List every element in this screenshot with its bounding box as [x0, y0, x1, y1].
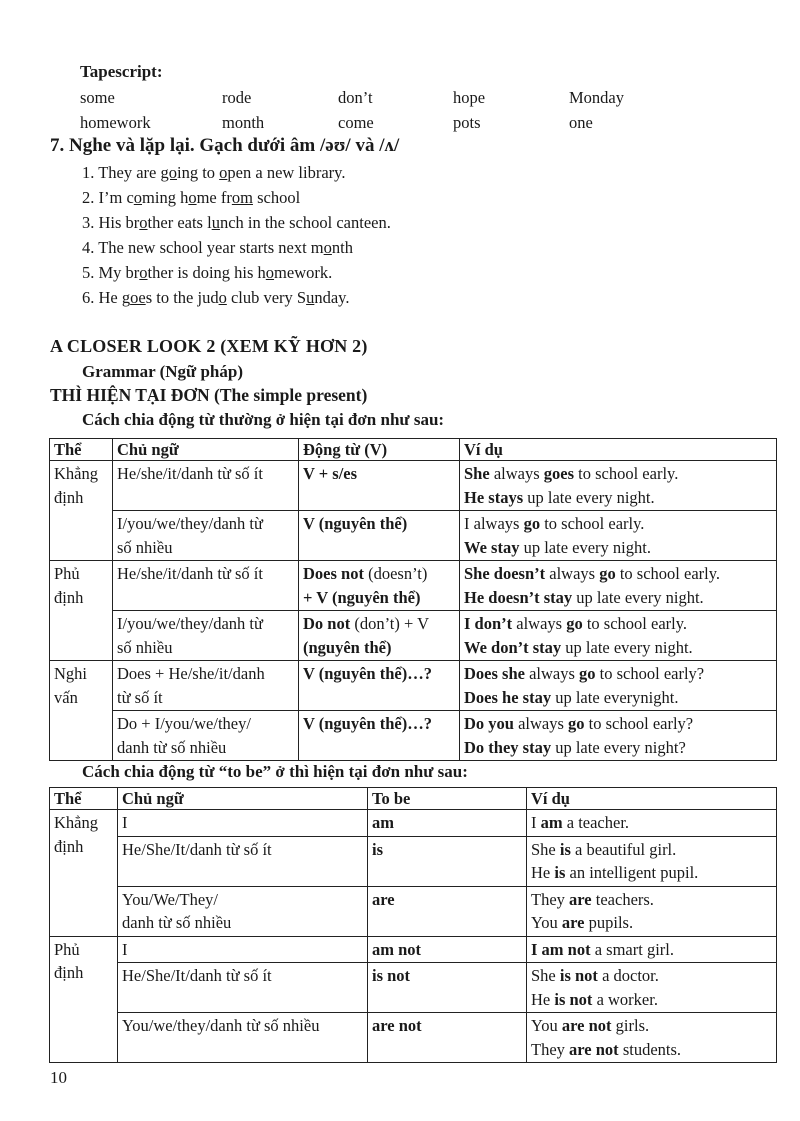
- emphasis-text: Does not: [303, 564, 364, 583]
- sentence-number: 5.: [82, 263, 99, 282]
- tapescript-title: Tapescript:: [80, 62, 163, 81]
- example-sentence: [531, 811, 772, 835]
- exercise-7-sentence: [82, 260, 391, 285]
- column-header: To be: [368, 788, 527, 810]
- cell-line: vấn: [54, 687, 78, 707]
- column-header: Ví dụ: [460, 439, 777, 461]
- emphasis-text: is not: [559, 966, 598, 985]
- cell-line: You/we/they/danh từ số nhiều: [122, 1016, 320, 1035]
- underlined-sound: o: [218, 288, 227, 307]
- text-run: She: [531, 966, 560, 985]
- example-sentence: [464, 686, 772, 710]
- cell-line: [303, 712, 455, 736]
- text-run: a smart girl.: [590, 939, 674, 959]
- text-run: to school early.: [615, 564, 721, 583]
- subject-cell: [113, 511, 299, 561]
- emphasis-text: V + s/es: [303, 464, 358, 483]
- verb-form-cell: [368, 963, 527, 1013]
- underlined-sound: oe: [130, 288, 146, 307]
- column-header: Chủ ngữ: [113, 439, 299, 461]
- subject-cell: [118, 886, 368, 936]
- example-cell: [527, 810, 777, 837]
- cell-line: [303, 562, 455, 586]
- example-sentence: [531, 861, 772, 885]
- text-run: students.: [618, 1039, 682, 1059]
- text-run: me fr: [196, 188, 232, 207]
- table-row: [50, 963, 777, 1013]
- subject-cell: [113, 711, 299, 761]
- emphasis-text: V (nguyên thể)…?: [303, 714, 432, 733]
- example-sentence: [464, 636, 772, 660]
- emphasis-text: are not: [372, 1016, 422, 1035]
- example-cell: [527, 936, 777, 963]
- text-run: pen a new library.: [227, 163, 346, 182]
- emphasis-text: Does she: [464, 664, 525, 683]
- table-row: [50, 711, 777, 761]
- example-sentence: [464, 662, 772, 686]
- verb-form-cell: [299, 561, 460, 611]
- table-row: [50, 611, 777, 661]
- text-run: nday.: [314, 288, 350, 307]
- cell-line: I/you/we/they/danh từ: [117, 514, 263, 533]
- example-sentence: [531, 1038, 772, 1062]
- subject-cell: [113, 611, 299, 661]
- text-run: school: [252, 188, 301, 207]
- text-run: pupils.: [584, 913, 634, 932]
- emphasis-text: are: [569, 889, 592, 909]
- text-run: ming h: [142, 188, 189, 207]
- cell-line: [303, 586, 455, 610]
- emphasis-text: is: [372, 839, 384, 859]
- text-run: ing to: [177, 163, 220, 182]
- sentence-type-cell: [50, 810, 118, 937]
- cell-line: từ số ít: [117, 687, 163, 707]
- emphasis-text: (nguyên thể): [303, 637, 392, 657]
- emphasis-text: Do not: [303, 614, 351, 633]
- verb-form-cell: [299, 661, 460, 711]
- example-sentence: [464, 512, 772, 536]
- cell-line: [372, 838, 522, 862]
- cell-line: định: [54, 836, 84, 856]
- text-run: to school early?: [584, 714, 694, 733]
- emphasis-text: goes: [543, 464, 575, 483]
- text-run: I’m c: [98, 188, 134, 207]
- cell-line: [303, 662, 455, 686]
- emphasis-text: V (nguyên thể): [303, 514, 408, 533]
- emphasis-text: Do they stay: [464, 737, 552, 757]
- text-run: up late every night.: [561, 637, 693, 657]
- cell-line: số nhiều: [117, 637, 173, 657]
- text-run: an intelligent pupil.: [565, 863, 699, 882]
- text-run: They: [531, 1039, 570, 1059]
- tapescript-word: come: [338, 113, 374, 132]
- cell-line: I/you/we/they/danh từ: [117, 614, 263, 633]
- cell-line: [372, 811, 522, 835]
- text-run: always: [524, 664, 580, 683]
- column-header: Thể: [50, 788, 118, 810]
- exercise-7-sentence: [82, 210, 391, 235]
- emphasis-text: go: [599, 564, 616, 583]
- emphasis-text: is not: [554, 989, 593, 1009]
- text-run: ther eats l: [147, 213, 212, 232]
- cell-line: Do + I/you/we/they/: [117, 714, 251, 733]
- underlined-sound: o: [133, 188, 143, 207]
- cell-line: [372, 1014, 522, 1038]
- text-run: (don’t) + V: [350, 614, 430, 633]
- example-cell: [527, 886, 777, 936]
- example-cell: [527, 836, 777, 886]
- text-run: always: [489, 464, 544, 483]
- table-row: [50, 886, 777, 936]
- underlined-sound: u: [306, 288, 315, 307]
- cell-line: Nghi: [54, 664, 87, 683]
- table1-caption: Cách chia động từ thường ở hiện tại đơn như sau:: [82, 410, 445, 429]
- text-run: to school early.: [582, 614, 688, 633]
- verb-form-cell: [368, 810, 527, 837]
- underlined-sound: go: [160, 163, 177, 182]
- cell-line: Khẳng: [54, 813, 98, 832]
- column-header: Chủ ngữ: [118, 788, 368, 810]
- tapescript-word: Monday: [569, 88, 624, 107]
- cell-line: định: [54, 587, 84, 607]
- emphasis-text: V (nguyên thể)…?: [303, 664, 432, 683]
- cell-line: [303, 612, 455, 636]
- text-run: You: [531, 1016, 562, 1035]
- text-run: His br: [98, 213, 140, 232]
- text-run: to school early?: [595, 664, 705, 683]
- text-run: club very S: [226, 288, 307, 307]
- cell-line: [372, 964, 522, 988]
- emphasis-text: He doesn’t stay: [464, 587, 573, 607]
- column-header: Động từ (V): [299, 439, 460, 461]
- text-run: I: [531, 813, 541, 832]
- text-run: ther is doing his h: [147, 263, 266, 282]
- example-cell: [527, 1013, 777, 1063]
- example-cell: [460, 661, 777, 711]
- table2-caption: Cách chia động từ “to be” ở thì hiện tại đơn như sau:: [82, 762, 468, 781]
- cell-line: Phủ: [54, 564, 80, 583]
- exercise-7-sentence: [82, 285, 391, 310]
- text-run: a teacher.: [562, 813, 630, 832]
- tapescript-word-grid: [80, 87, 700, 133]
- underlined-sound: om: [231, 188, 253, 207]
- text-run: to school early.: [540, 514, 645, 533]
- cell-line: Phủ: [54, 939, 80, 959]
- text-run: always: [512, 614, 567, 633]
- underlined-sound: o: [323, 238, 332, 257]
- text-run: always: [545, 564, 600, 583]
- subject-cell: [113, 461, 299, 511]
- text-run: (doesn’t): [363, 564, 428, 583]
- example-sentence: [464, 586, 772, 610]
- cell-line: He/she/it/danh từ số ít: [117, 564, 263, 583]
- subject-cell: [118, 1013, 368, 1063]
- section-title: A CLOSER LOOK 2 (XEM KỸ HƠN 2): [50, 336, 368, 356]
- verb-form-cell: [368, 1013, 527, 1063]
- text-run: He: [531, 863, 555, 882]
- column-header: Thể: [50, 439, 113, 461]
- cell-line: danh từ số nhiều: [122, 913, 232, 932]
- cell-line: I: [122, 813, 128, 832]
- text-run: They are: [98, 163, 161, 182]
- table-row: [50, 661, 777, 711]
- table-row: [50, 461, 777, 511]
- cell-line: [372, 938, 522, 962]
- example-cell: [527, 963, 777, 1013]
- example-sentence: [531, 938, 772, 962]
- subject-cell: [118, 810, 368, 837]
- verb-form-cell: [299, 461, 460, 511]
- tapescript-word: month: [222, 113, 265, 132]
- text-run: a doctor.: [597, 966, 659, 985]
- example-sentence: [464, 736, 772, 760]
- table-row: [50, 1013, 777, 1063]
- exercise-7-sentence-list: [82, 160, 391, 310]
- tapescript-word: some: [80, 88, 115, 107]
- text-run: She: [531, 839, 560, 859]
- emphasis-text: am: [540, 813, 563, 832]
- text-run: teachers.: [591, 889, 654, 909]
- grammar-title: Grammar (Ngữ pháp): [82, 362, 243, 381]
- underlined-sound: o: [265, 263, 275, 282]
- cell-line: He/she/it/danh từ số ít: [117, 464, 263, 483]
- emphasis-text: are not: [569, 1039, 619, 1059]
- sentence-type-cell: [50, 936, 118, 1063]
- subject-cell: [113, 661, 299, 711]
- table-row: [50, 936, 777, 963]
- sentence-type-cell: [50, 461, 113, 561]
- cell-line: danh từ số nhiều: [117, 737, 227, 757]
- example-sentence: [531, 964, 772, 988]
- emphasis-text: is not: [372, 966, 411, 985]
- example-sentence: [464, 612, 772, 636]
- text-run: My br: [98, 263, 140, 282]
- text-run: a worker.: [592, 989, 658, 1009]
- cell-line: số nhiều: [117, 537, 173, 557]
- cell-line: định: [54, 963, 84, 982]
- emphasis-text: + V (nguyên thể): [303, 587, 421, 607]
- verb-form-cell: [368, 886, 527, 936]
- example-sentence: [464, 462, 772, 486]
- emphasis-text: am: [372, 813, 394, 832]
- example-sentence: [531, 1014, 772, 1038]
- sentence-number: 4.: [82, 238, 99, 257]
- cell-line: You/We/They/: [122, 889, 218, 909]
- underlined-sound: o: [139, 213, 148, 232]
- sentence-number: 3.: [82, 213, 99, 232]
- emphasis-text: She doesn’t: [464, 564, 546, 583]
- example-cell: [460, 611, 777, 661]
- cell-line: [372, 888, 522, 912]
- text-run: s to the jud: [145, 288, 219, 307]
- emphasis-text: is: [554, 863, 566, 882]
- emphasis-text: are: [561, 913, 585, 932]
- tapescript-word: rode: [222, 88, 252, 107]
- cell-line: Does + He/she/it/danh: [117, 664, 265, 683]
- cell-line: Khẳng: [54, 464, 98, 483]
- cell-line: định: [54, 487, 84, 507]
- sentence-type-cell: [50, 561, 113, 661]
- underlined-sound: u: [211, 213, 220, 232]
- text-run: a beautiful girl.: [570, 839, 677, 859]
- emphasis-text: are: [372, 889, 395, 909]
- example-cell: [460, 461, 777, 511]
- text-run: They: [531, 889, 570, 909]
- exercise-7-sentence: [82, 235, 391, 260]
- emphasis-text: go: [523, 514, 541, 533]
- table-row: [50, 511, 777, 561]
- verb-form-cell: [299, 511, 460, 561]
- text-run: He g: [98, 288, 131, 307]
- example-sentence: [464, 486, 772, 510]
- cell-line: [303, 512, 455, 536]
- example-cell: [460, 511, 777, 561]
- emphasis-text: I am not: [531, 939, 591, 959]
- column-header: Ví dụ: [527, 788, 777, 810]
- emphasis-text: is: [559, 839, 571, 859]
- example-cell: [460, 711, 777, 761]
- emphasis-text: We stay: [464, 537, 520, 557]
- underlined-sound: o: [188, 188, 197, 207]
- to-be-conjugation-table: [49, 787, 777, 1063]
- underlined-sound: o: [219, 163, 228, 182]
- text-run: up late every night.: [519, 537, 651, 557]
- subject-cell: [118, 936, 368, 963]
- cell-line: [303, 462, 455, 486]
- text-run: to school early.: [574, 464, 679, 483]
- sentence-number: 2.: [82, 188, 99, 207]
- text-run: girls.: [611, 1016, 650, 1035]
- tapescript-word: hope: [453, 88, 486, 107]
- table-row: [50, 561, 777, 611]
- emphasis-text: Do you: [464, 714, 514, 733]
- verb-form-cell: [368, 836, 527, 886]
- tapescript-word: pots: [453, 113, 481, 132]
- sentence-number: 6.: [82, 288, 99, 307]
- subject-cell: [118, 836, 368, 886]
- emphasis-text: She: [464, 464, 490, 483]
- sentence-number: 1.: [82, 163, 99, 182]
- table-row: [50, 810, 777, 837]
- text-run: up late every night?: [551, 737, 686, 757]
- emphasis-text: are not: [561, 1016, 612, 1035]
- exercise-7-title: 7. Nghe và lặp lại. Gạch dưới âm /əʊ/ và /ʌ/: [50, 135, 400, 156]
- cell-line: He/She/It/danh từ số ít: [122, 839, 272, 859]
- text-run: always: [513, 714, 569, 733]
- cell-line: [303, 636, 455, 660]
- verb-form-cell: [299, 611, 460, 661]
- example-sentence: [531, 838, 772, 862]
- regular-verb-conjugation-table: [49, 438, 777, 761]
- page-number: 10: [50, 1068, 67, 1087]
- sentence-type-cell: [50, 661, 113, 761]
- subject-cell: [113, 561, 299, 611]
- emphasis-text: We don’t stay: [464, 637, 562, 657]
- emphasis-text: Does he stay: [464, 687, 552, 707]
- example-sentence: [531, 988, 772, 1012]
- text-run: He: [531, 989, 555, 1009]
- text-run: The new school year starts next m: [98, 238, 324, 257]
- cell-line: I: [122, 939, 128, 959]
- underlined-sound: o: [139, 263, 148, 282]
- verb-form-cell: [299, 711, 460, 761]
- text-run: nth: [331, 238, 353, 257]
- example-sentence: [464, 712, 772, 736]
- verb-form-cell: [368, 936, 527, 963]
- simple-present-title: THÌ HIỆN TẠI ĐƠN (The simple present): [50, 385, 368, 405]
- emphasis-text: go: [579, 664, 596, 683]
- text-run: nch in the school canteen.: [219, 213, 391, 232]
- table-row: [50, 836, 777, 886]
- cell-line: He/She/It/danh từ số ít: [122, 966, 272, 985]
- text-run: up late every night.: [523, 487, 655, 507]
- example-sentence: [531, 911, 772, 935]
- emphasis-text: He stays: [464, 487, 524, 507]
- text-run: up late every night.: [572, 587, 704, 607]
- exercise-7-sentence: [82, 185, 391, 210]
- emphasis-text: go: [566, 614, 583, 633]
- example-cell: [460, 561, 777, 611]
- example-sentence: [464, 562, 772, 586]
- text-run: mework.: [274, 263, 333, 282]
- text-run: up late everynight.: [551, 687, 679, 707]
- example-sentence: [464, 536, 772, 560]
- tapescript-word: don’t: [338, 88, 373, 107]
- emphasis-text: am not: [372, 939, 422, 959]
- tapescript-word: one: [569, 113, 593, 132]
- subject-cell: [118, 963, 368, 1013]
- example-sentence: [531, 888, 772, 912]
- exercise-7-sentence: [82, 160, 391, 185]
- tapescript-word: homework: [80, 113, 151, 132]
- emphasis-text: go: [568, 714, 585, 733]
- emphasis-text: I don’t: [464, 614, 513, 633]
- text-run: You: [531, 913, 562, 932]
- text-run: I always: [464, 514, 524, 533]
